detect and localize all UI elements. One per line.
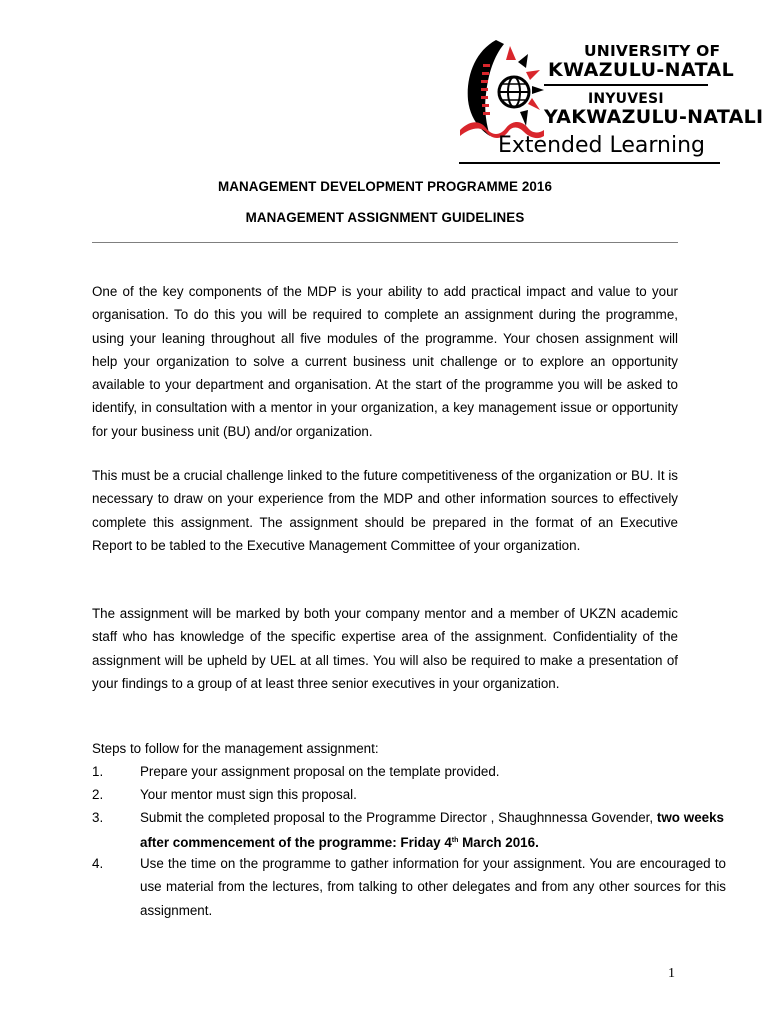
- logo-line-inyuvesi: INYUVESI: [588, 91, 664, 107]
- step-number: 1.: [92, 764, 104, 779]
- step-text: Your mentor must sign this proposal.: [140, 787, 357, 802]
- ukzn-extended-learning-logo: [456, 38, 764, 166]
- logo-line-yakwazulu-natali: YAKWAZULU-NATALI: [544, 106, 764, 128]
- logo-line-kwazulu-natal: KWAZULU-NATAL: [548, 59, 735, 81]
- logo-divider: [544, 84, 708, 86]
- step-text: Prepare your assignment proposal on the template provided.: [140, 764, 500, 779]
- step-text: Submit the completed proposal to the Programme Director , Shaughnnessa Govender,: [140, 810, 657, 825]
- heading-divider: [92, 242, 678, 243]
- document-title: MANAGEMENT DEVELOPMENT PROGRAMME 2016: [217, 179, 553, 194]
- step-text-group: [140, 806, 724, 855]
- steps-intro: Steps to follow for the management assignment:: [92, 741, 379, 756]
- page-number: 1: [668, 966, 675, 981]
- logo-line-extended-learning: Extended Learning: [498, 133, 705, 158]
- deadline-ordinal: th: [451, 837, 459, 845]
- logo-underline: [459, 162, 720, 164]
- paragraph-marking: The assignment will be marked by both your company mentor and a member of UKZN academic staff who has knowledge of the specific expertise area of the assignment. Confidentiality of the assignment will be upheld by UEL at all times. You will also be required to make a presentation of your findings to a group of at least three senior executives in your organization.: [92, 606, 678, 691]
- deadline-text-b: March 2016.: [458, 835, 539, 851]
- paragraph-challenge: This must be a crucial challenge linked to the future competitiveness of the organization or BU. It is necessary to draw on your experience from the MDP and other information sources to effectively complete this assignment. The assignment should be prepared in the format of an Executive Report to be tabled to the Executive Management Committee of your organization.: [92, 468, 678, 553]
- step-number: 3.: [92, 810, 104, 825]
- document-subtitle: MANAGEMENT ASSIGNMENT GUIDELINES: [245, 210, 525, 225]
- step-text: Use the time on the programme to gather information for your assignment. You are encouraged to use material from the lectures, from talking to other delegates and from any other sources for this assignment.: [140, 856, 726, 918]
- logo-line-university-of: UNIVERSITY OF: [584, 42, 721, 60]
- paragraph-intro: One of the key components of the MDP is your ability to add practical impact and value to your organisation. To do this you will be required to complete an assignment during the programme, using your leaning throughout all five modules of the programme. Your chosen assignment will help your organization to solve a current business unit challenge or to explore an opportunity available to your department and organisation. At the start of the programme you will be asked to identify, in consultation with a mentor in your organization, a key management issue or opportunity for your business unit (BU) and/or organization.: [92, 284, 678, 439]
- step-number: 4.: [92, 856, 104, 871]
- step-number: 2.: [92, 787, 104, 802]
- deadline-text-a: two weeks after commencement of the programme: Friday 4: [140, 810, 725, 851]
